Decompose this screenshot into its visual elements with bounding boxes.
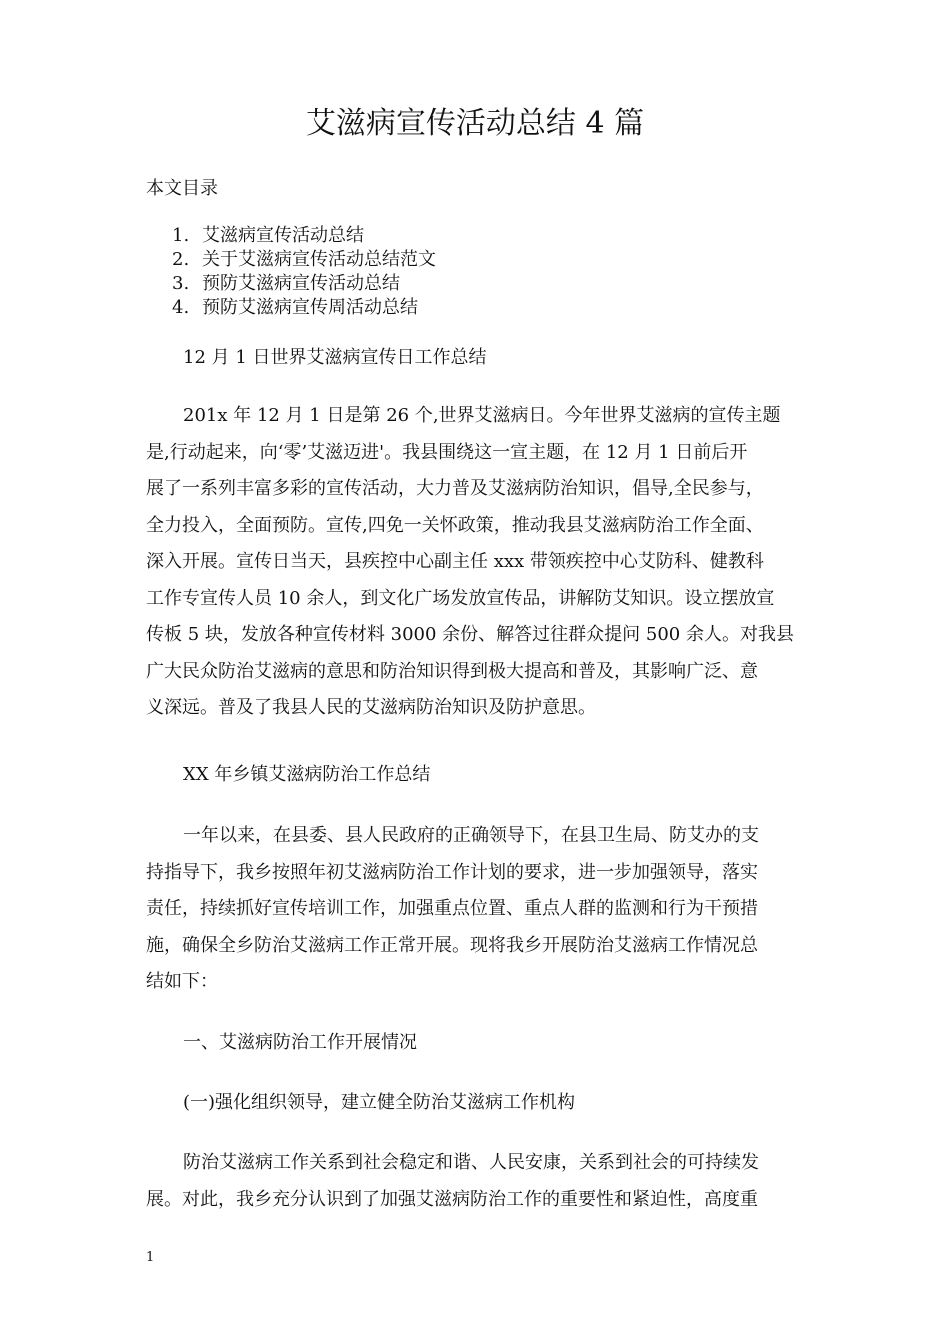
- paragraph-line: 工作专宣传人员 10 余人，到文化广场发放宣传品，讲解防艾知识。设立摆放宣: [146, 587, 775, 609]
- toc-item-label: 预防艾滋病宣传周活动总结: [202, 297, 418, 318]
- toc-item[interactable]: [172, 224, 436, 248]
- paragraph-line: 义深远。普及了我县人民的艾滋病防治知识及防护意思。: [146, 697, 596, 718]
- paragraph-line: 持指导下，我乡按照年初艾滋病防治工作计划的要求，进一步加强领导，落实: [146, 861, 758, 883]
- paragraph-line: 防治艾滋病工作关系到社会稳定和谐、人民安康，关系到社会的可持续发: [183, 1152, 759, 1173]
- toc-item[interactable]: [172, 248, 436, 272]
- paragraph-line: 责任，持续抓好宣传培训工作，加强重点位置、重点人群的监测和行为干预措: [146, 898, 758, 919]
- section-heading-world-aids-day: [146, 340, 810, 377]
- heading-line: (一)强化组织领导，建立健全防治艾滋病工作机构: [183, 1092, 576, 1113]
- toc-item-label: 关于艾滋病宣传活动总结范文: [202, 249, 436, 270]
- paragraph-line: 是,行动起来，向‘零’艾滋迈进'。我县围绕这一宣主题，在 12 月 1 日前后开: [146, 441, 748, 463]
- toc-item-label: 预防艾滋病宣传活动总结: [202, 273, 400, 294]
- paragraph-line: 展了一系列丰富多彩的宣传活动，大力普及艾滋病防治知识，倡导,全民参与，: [146, 478, 764, 499]
- heading-line: 12 月 1 日世界艾滋病宣传日工作总结: [183, 347, 487, 368]
- paragraph-2: [146, 818, 810, 1001]
- section-1-heading: [146, 1025, 810, 1062]
- toc-item-number: 1.: [172, 225, 190, 246]
- toc-item[interactable]: [172, 272, 436, 296]
- document-title: 艾滋病宣传活动总结 4 篇: [305, 106, 645, 141]
- section-heading-township: [146, 757, 810, 794]
- toc-item-label: 艾滋病宣传活动总结: [202, 225, 364, 246]
- paragraph-3: [146, 1145, 810, 1218]
- toc-item-number: 4.: [172, 297, 190, 318]
- paragraph-line: 传板 5 块，发放各种宣传材料 3000 余份、解答过往群众提问 500 余人。对我县: [146, 624, 794, 645]
- paragraph-line: 全力投入，全面预防。宣传,四免一关怀政策，推动我县艾滋病防治工作全面、: [146, 514, 764, 536]
- paragraph-line: 展。对此，我乡充分认识到了加强艾滋病防治工作的重要性和紧迫性，高度重: [146, 1188, 758, 1210]
- toc-heading: 本文目录: [146, 178, 218, 199]
- paragraph-line: 深入开展。宣传日当天，县疾控中心副主任 xxx 带领疾控中心艾防科、健教科: [146, 551, 764, 572]
- paragraph-1: [146, 398, 810, 727]
- paragraph-line: 一年以来，在县委、县人民政府的正确领导下，在县卫生局、防艾办的支: [183, 825, 759, 846]
- toc-item-number: 3.: [172, 273, 190, 294]
- page-number: 1: [146, 1250, 155, 1265]
- paragraph-line: 施，确保全乡防治艾滋病工作正常开展。现将我乡开展防治艾滋病工作情况总: [146, 934, 758, 956]
- paragraph-line: 广大民众防治艾滋病的意思和防治知识得到极大提高和普及，其影响广泛、意: [146, 660, 758, 682]
- toc-item-number: 2.: [172, 249, 190, 270]
- subsection-1-heading: [146, 1085, 810, 1122]
- toc-item[interactable]: [172, 296, 436, 320]
- heading-line: 一、艾滋病防治工作开展情况: [183, 1032, 417, 1053]
- table-of-contents: [172, 224, 436, 320]
- heading-line: XX 年乡镇艾滋病防治工作总结: [183, 764, 431, 785]
- paragraph-line: 201x 年 12 月 1 日是第 26 个,世界艾滋病日。今年世界艾滋病的宣传主题: [183, 405, 781, 426]
- paragraph-line: 结如下：: [146, 971, 218, 992]
